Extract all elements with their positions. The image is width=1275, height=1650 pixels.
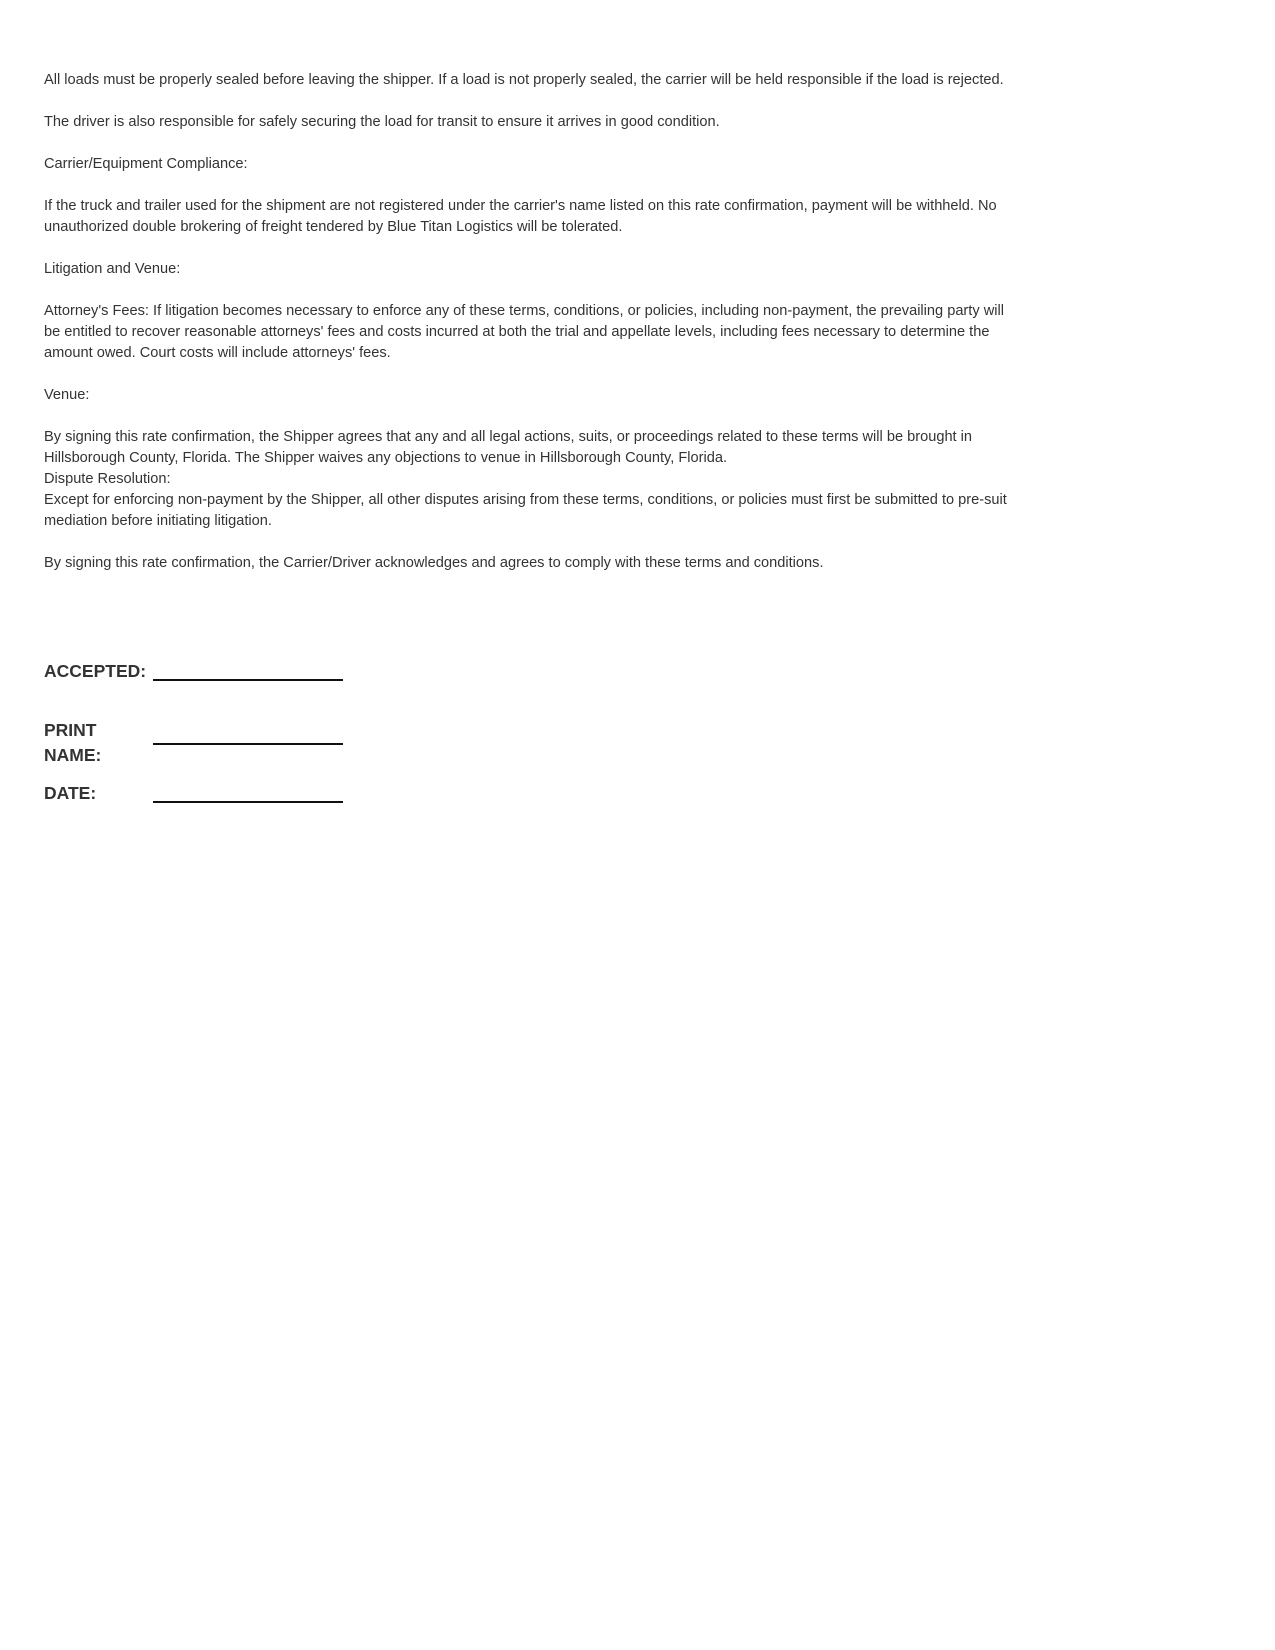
heading-litigation-venue: Litigation and Venue:	[44, 261, 181, 277]
print-name-line[interactable]	[153, 743, 343, 745]
heading-carrier-equipment-compliance: Carrier/Equipment Compliance:	[44, 156, 248, 172]
accepted-label: ACCEPTED:	[44, 661, 147, 681]
heading-venue: Venue:	[44, 387, 90, 403]
print-name-label	[44, 718, 153, 768]
date-line[interactable]	[153, 801, 343, 803]
terms-body	[44, 70, 1024, 595]
paragraph-registration-compliance: If the truck and trailer used for the shipment are not registered under the carrier's name listed on this rate confirmation, payment will be withheld. No unauthorized double brokering of freight tendered by Blue Titan Logistics will be tolerated.	[44, 198, 997, 235]
paragraph-acknowledgement: By signing this rate confirmation, the Carrier/Driver acknowledges and agrees to comply with these terms and conditions.	[44, 555, 824, 571]
print-name-label-line2: NAME:	[44, 745, 102, 765]
print-name-label-line1: PRINT	[44, 720, 97, 740]
accepted-row	[44, 654, 444, 684]
signature-block	[44, 654, 444, 806]
paragraph-attorneys-fees: Attorney's Fees: If litigation becomes necessary to enforce any of these terms, conditions, or policies, including non-payment, the prevailing party will be entitled to recover reasonable attorneys' fees and costs incurred at both the trial and appellate levels, including fees necessary to determine the amount owed. Court costs will include attorneys' fees.	[44, 303, 1004, 361]
heading-dispute-resolution: Dispute Resolution:	[44, 471, 171, 487]
date-row	[44, 776, 444, 806]
print-name-row	[44, 718, 444, 768]
paragraph-load-sealing: All loads must be properly sealed before leaving the shipper. If a load is not properly sealed, the carrier will be held responsible if the load is rejected.	[44, 72, 1004, 88]
accepted-signature-line[interactable]	[153, 679, 343, 681]
paragraph-venue-terms: By signing this rate confirmation, the Shipper agrees that any and all legal actions, suits, or proceedings related to these terms will be brought in Hillsborough County, Florida. The Shipper waives any objections to venue in Hillsborough County, Florida.	[44, 429, 973, 466]
date-label: DATE:	[44, 783, 97, 803]
paragraph-driver-securing: The driver is also responsible for safely securing the load for transit to ensure it arrives in good condition.	[44, 114, 720, 130]
paragraph-dispute-resolution: Except for enforcing non-payment by the Shipper, all other disputes arising from these terms, conditions, or policies must first be submitted to pre-suit mediation before initiating litigation.	[44, 492, 1007, 529]
